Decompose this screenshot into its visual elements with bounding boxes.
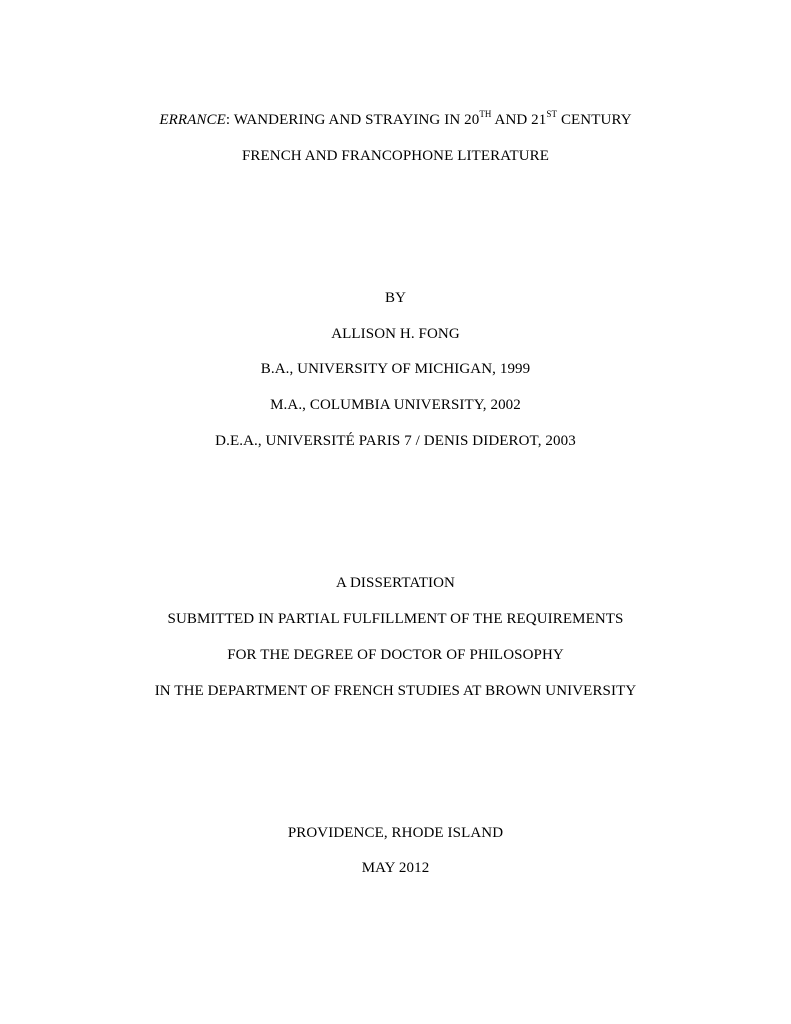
department-statement: IN THE DEPARTMENT OF FRENCH STUDIES AT BROWN UNIVERSITY <box>154 683 637 699</box>
submission-statement: SUBMITTED IN PARTIAL FULFILLMENT OF THE REQUIREMENTS <box>167 611 624 627</box>
degree-ba: B.A., UNIVERSITY OF MICHIGAN, 1999 <box>260 361 531 377</box>
title-text-part-1: : WANDERING AND STRAYING IN 20 <box>225 112 480 128</box>
title-text-part-3: CENTURY <box>557 112 632 128</box>
dissertation-label: A DISSERTATION <box>336 575 455 591</box>
title-line-1 <box>0 111 791 129</box>
degree-statement: FOR THE DEGREE OF DOCTOR OF PHILOSOPHY <box>227 647 564 663</box>
degree-dea: D.E.A., UNIVERSITÉ PARIS 7 / DENIS DIDEROT, 2003 <box>215 433 576 449</box>
author-name: ALLISON H. FONG <box>331 326 460 342</box>
by-label: BY <box>384 290 407 306</box>
title-superscript-st: ST <box>546 109 558 119</box>
title-line-2: FRENCH AND FRANCOPHONE LITERATURE <box>241 148 550 164</box>
title-superscript-th: TH <box>479 109 492 119</box>
date: MAY 2012 <box>361 860 430 876</box>
degree-ma: M.A., COLUMBIA UNIVERSITY, 2002 <box>270 397 521 413</box>
title-text-part-2: AND 21 <box>491 112 547 128</box>
place: PROVIDENCE, RHODE ISLAND <box>287 825 504 841</box>
title-italic-word: ERRANCE <box>159 112 226 128</box>
